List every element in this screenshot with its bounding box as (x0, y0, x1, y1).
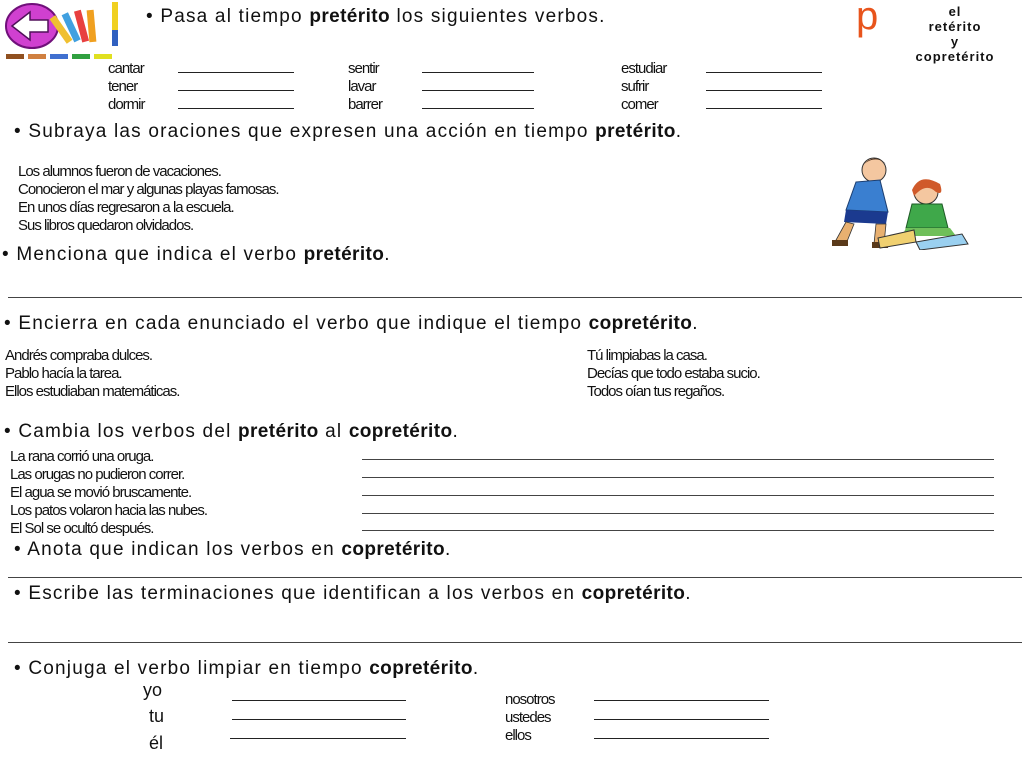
sentence-list-2 (18, 163, 279, 235)
verb-label: lavar (348, 78, 376, 95)
instruction-bold: copretérito (588, 313, 693, 334)
back-navigation-button[interactable] (2, 0, 124, 62)
answer-line[interactable] (362, 530, 994, 531)
sentence[interactable]: Los alumnos fueron de vacaciones. (18, 163, 221, 180)
title-line: el (948, 4, 962, 19)
answer-line[interactable] (362, 459, 994, 460)
answer-blank[interactable] (706, 72, 822, 73)
sentence[interactable]: Ellos estudiaban matemáticas. (5, 383, 180, 400)
instruction-8 (14, 658, 479, 680)
verb-label: sufrir (621, 78, 649, 95)
sentence-list-5 (10, 448, 207, 538)
answer-blank[interactable] (422, 90, 534, 91)
sentence-list-4-right (587, 347, 760, 401)
title-line: copretérito (915, 49, 995, 64)
pronoun-label: él (149, 733, 164, 753)
instruction-text: Pasa al tiempo (160, 6, 310, 27)
pronoun-label: ustedes (505, 709, 551, 726)
sentence[interactable]: Tú limpiabas la casa. (587, 347, 707, 364)
instruction-text: al (318, 421, 349, 442)
verb-label: dormir (108, 96, 145, 113)
answer-blank[interactable] (422, 72, 534, 73)
answer-line[interactable] (8, 642, 1022, 643)
pronoun-label: nosotros (505, 691, 555, 708)
instruction-bold: copretérito (581, 583, 686, 604)
instruction-text: . (384, 244, 391, 265)
instruction-1 (146, 6, 606, 28)
instruction-text: • Menciona que indica el verbo (2, 244, 304, 265)
instruction-bold: copretérito (348, 421, 453, 442)
sentence: Los patos volaron hacia las nubes. (10, 502, 207, 519)
verb-label: estudiar (621, 60, 667, 77)
sentence: Las orugas no pudieron correr. (10, 466, 185, 483)
instruction-bold: pretérito (238, 421, 319, 442)
sentence[interactable]: Decías que todo estaba sucio. (587, 365, 760, 382)
instruction-6 (14, 539, 452, 561)
instruction-text: . (452, 421, 459, 442)
answer-blank[interactable] (594, 700, 769, 701)
answer-blank[interactable] (230, 738, 406, 739)
instruction-text: • Cambia los verbos del (4, 421, 238, 442)
sentence[interactable]: Sus libros quedaron olvidados. (18, 217, 194, 234)
answer-blank[interactable] (178, 90, 294, 91)
answer-blank[interactable] (422, 108, 534, 109)
answer-blank[interactable] (706, 90, 822, 91)
instruction-bold: pretérito (303, 244, 385, 265)
sentence: El agua se movió bruscamente. (10, 484, 192, 501)
answer-blank[interactable] (594, 719, 769, 720)
title-line: retérito (928, 19, 982, 34)
instruction-4 (4, 313, 699, 335)
answer-blank[interactable] (706, 108, 822, 109)
instruction-text: . (445, 539, 452, 560)
instruction-7 (14, 583, 692, 605)
sentence-list-4-left (5, 347, 179, 401)
instruction-text: . (685, 583, 692, 604)
answer-line[interactable] (362, 477, 994, 478)
answer-line[interactable] (362, 495, 994, 496)
instruction-3 (2, 244, 391, 266)
sentence[interactable]: Conocieron el mar y algunas playas famosas. (18, 181, 279, 198)
instruction-bold: copretérito (369, 658, 473, 679)
instruction-text: • Encierra en cada enunciado el verbo que indique el tiempo (4, 313, 589, 334)
instruction-2 (14, 121, 682, 143)
sentence[interactable]: Todos oían tus regaños. (587, 383, 725, 400)
pronoun-label: yo (143, 680, 163, 700)
verb-label: comer (621, 96, 658, 113)
verb-label: barrer (348, 96, 383, 113)
answer-blank[interactable] (178, 108, 294, 109)
sentence: La rana corrió una oruga. (10, 448, 154, 465)
kids-reading-illustration (816, 152, 976, 250)
answer-line[interactable] (8, 297, 1022, 298)
bullet: • (146, 6, 154, 27)
back-arrow-icon (2, 0, 124, 62)
pronoun-label: ellos (505, 727, 531, 744)
instruction-bold: pretérito (595, 121, 676, 142)
answer-line[interactable] (362, 513, 994, 514)
instruction-text: • Subraya las oraciones que expresen una acción en tiempo (14, 121, 596, 142)
title-letter: p (856, 0, 879, 38)
instruction-text: • Anota que indican los verbos en (14, 539, 342, 560)
verb-label: tener (108, 78, 138, 95)
pronoun-label: tu (149, 706, 165, 726)
sentence[interactable]: En unos días regresaron a la escuela. (18, 199, 234, 216)
instruction-bold: copretérito (341, 539, 446, 560)
answer-blank[interactable] (232, 700, 406, 701)
answer-blank[interactable] (178, 72, 294, 73)
instruction-text: • Escribe las terminaciones que identifican a los verbos en (14, 583, 582, 604)
instruction-5 (4, 421, 459, 443)
instruction-text: . (472, 658, 480, 679)
sentence[interactable]: Pablo hacía la tarea. (5, 365, 122, 382)
instruction-text: . (675, 121, 683, 142)
verb-label: sentir (348, 60, 379, 77)
instruction-text: • Conjuga el verbo limpiar en tiempo (14, 658, 370, 679)
sentence: El Sol se ocultó después. (10, 520, 154, 537)
instruction-text: los siguientes verbos. (389, 6, 606, 27)
answer-blank[interactable] (232, 719, 406, 720)
title-text (890, 4, 1020, 64)
instruction-bold: pretérito (309, 6, 390, 27)
instruction-text: . (692, 313, 699, 334)
title-line: y (950, 34, 960, 49)
answer-line[interactable] (8, 577, 1022, 578)
answer-blank[interactable] (594, 738, 769, 739)
verb-label: cantar (108, 60, 144, 77)
sentence[interactable]: Andrés compraba dulces. (5, 347, 153, 364)
